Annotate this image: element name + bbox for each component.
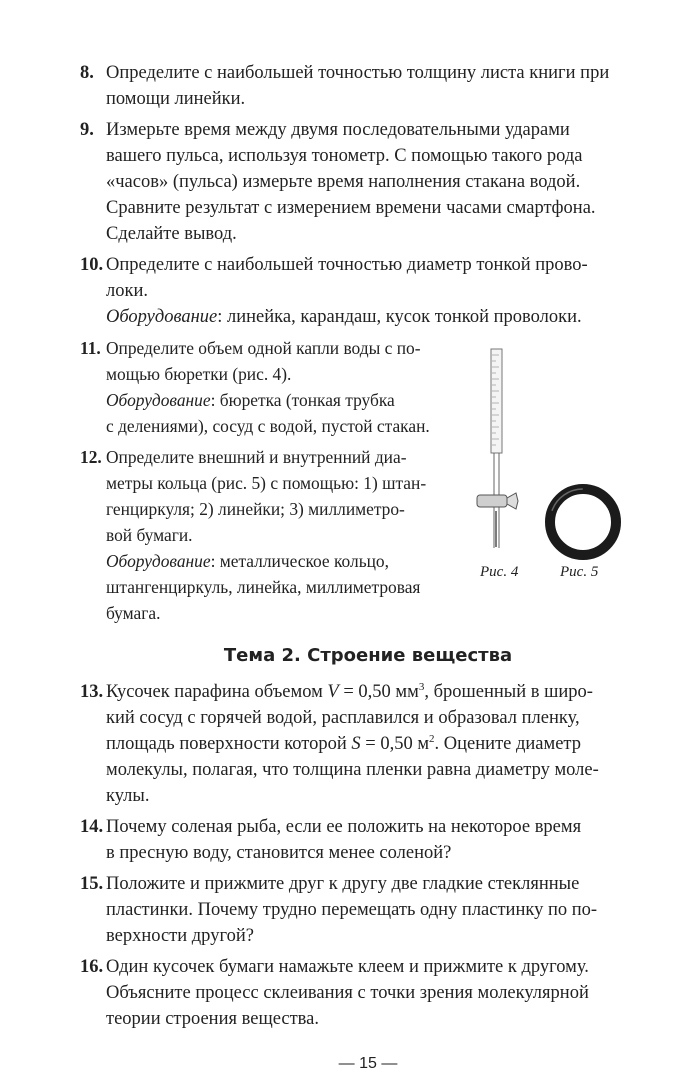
task-text-line: метры кольца (рис. 5) с помощью: 1) штан- <box>106 473 427 493</box>
task-text-line: вой бумаги. <box>106 525 193 545</box>
equipment-label: Оборудование <box>106 551 211 571</box>
task-text-line: Объясните процесс склеивания с точки зрения молекулярной <box>106 983 589 1003</box>
task-text-line <box>106 679 656 705</box>
task-text-line: Определите внешний и внутренний диа- <box>106 447 407 467</box>
superscript: 3 <box>418 680 425 693</box>
task-text-line: теории строения вещества. <box>106 1009 319 1029</box>
task-13 <box>80 679 656 809</box>
text-span: Кусочек парафина объемом <box>106 682 328 702</box>
task-number: 12. <box>80 447 102 467</box>
task-text-line: локи. <box>106 281 148 301</box>
task-8 <box>80 60 656 112</box>
ring-icon <box>544 483 622 561</box>
task-text-line: Почему соленая рыба, если ее положить на некоторое время <box>106 817 582 837</box>
figure-caption: Рис. 5 <box>560 564 599 580</box>
task-text-line: мощью бюретки (рис. 4). <box>106 364 292 384</box>
task-text-line: «часов» (пульса) измерьте время наполнения стакана водой. <box>106 172 581 192</box>
text-span: = 0,50 м <box>360 734 430 754</box>
text-span: = 0,50 мм <box>338 682 419 702</box>
task-15 <box>80 871 656 949</box>
task-number: 10. <box>80 255 104 275</box>
task-number: 13. <box>80 682 104 702</box>
task-text-line: молекулы, полагая, что толщина пленки равна диаметру моле- <box>106 760 599 780</box>
left-column <box>80 335 452 631</box>
task-text-line: Измерьте время между двумя последовательными ударами <box>106 120 570 140</box>
task-text-line: кулы. <box>106 786 150 806</box>
task-text-line: вашего пульса, используя тонометр. С помощью такого рода <box>106 146 583 166</box>
task-number: 15. <box>80 874 104 894</box>
superscript: 2 <box>429 732 435 745</box>
equipment-text: : металлическое кольцо, <box>210 551 389 571</box>
variable-v: V <box>327 682 339 702</box>
task-text-line: Определите объем одной капли воды с по- <box>106 338 421 358</box>
equipment-label: Оборудование <box>106 307 218 327</box>
section-heading: Тема 2. Строение вещества <box>223 645 513 666</box>
variable-s: S <box>351 734 361 754</box>
task-text-line: в пресную воду, становится менее соленой? <box>106 843 452 863</box>
task-text-line: помощи линейки. <box>106 89 246 109</box>
page-number: — 15 — <box>338 1055 398 1072</box>
figure-caption: Рис. 4 <box>480 564 519 580</box>
task-11 <box>80 335 452 439</box>
task-text-line: пластинки. Почему трудно перемещать одну пластинку по по- <box>106 900 598 920</box>
task-text-line <box>106 731 656 757</box>
task-text-line: Определите с наибольшей точностью толщину листа книги при <box>106 63 610 83</box>
equipment-text: : бюретка (тонкая трубка <box>210 390 395 410</box>
task-text-line: кий сосуд с горячей водой, расплавился и образовал пленку, <box>106 708 580 728</box>
task-number: 8. <box>80 63 94 83</box>
task-text-line: генциркуля; 2) линейки; 3) миллиметро- <box>106 499 405 519</box>
equipment-text: : линейка, карандаш, кусок тонкой проволоки. <box>217 307 582 327</box>
text-span: площадь поверхности которой <box>106 734 352 754</box>
task-text-line: Один кусочек бумаги намажьте клеем и прижмите к другому. <box>106 957 589 977</box>
equipment-line <box>106 387 452 413</box>
text-span: , брошенный в широ- <box>424 682 593 702</box>
equipment-line <box>106 304 656 330</box>
task-10 <box>80 252 656 330</box>
task-16 <box>80 954 656 1032</box>
task-number: 9. <box>80 120 94 140</box>
equipment-line: штангенциркуль, линейка, миллиметровая <box>106 577 421 597</box>
figures-column <box>452 335 656 595</box>
equipment-line: с делениями), сосуд с водой, пустой стакан. <box>106 416 430 436</box>
task-text-line: верхности другой? <box>106 926 254 946</box>
equipment-label: Оборудование <box>106 390 211 410</box>
task-number: 16. <box>80 957 104 977</box>
task-12 <box>80 444 452 626</box>
task-14 <box>80 814 656 866</box>
task-9 <box>80 117 656 247</box>
task-number: 14. <box>80 817 104 837</box>
task-number: 11. <box>80 338 101 358</box>
tasks-with-figures <box>80 335 656 631</box>
text-span: . Оцените диаметр <box>434 734 581 754</box>
task-text-line: Положите и прижмите друг к другу две гладкие стеклянные <box>106 874 580 894</box>
task-text-line: Определите с наибольшей точностью диаметр тонкой прово- <box>106 255 588 275</box>
equipment-line: бумага. <box>106 603 161 623</box>
burette-icon <box>472 343 532 553</box>
equipment-line <box>106 548 452 574</box>
task-text-line: Сделайте вывод. <box>106 224 237 244</box>
task-text-line: Сравните результат с измерением времени часами смартфона. <box>106 198 596 218</box>
